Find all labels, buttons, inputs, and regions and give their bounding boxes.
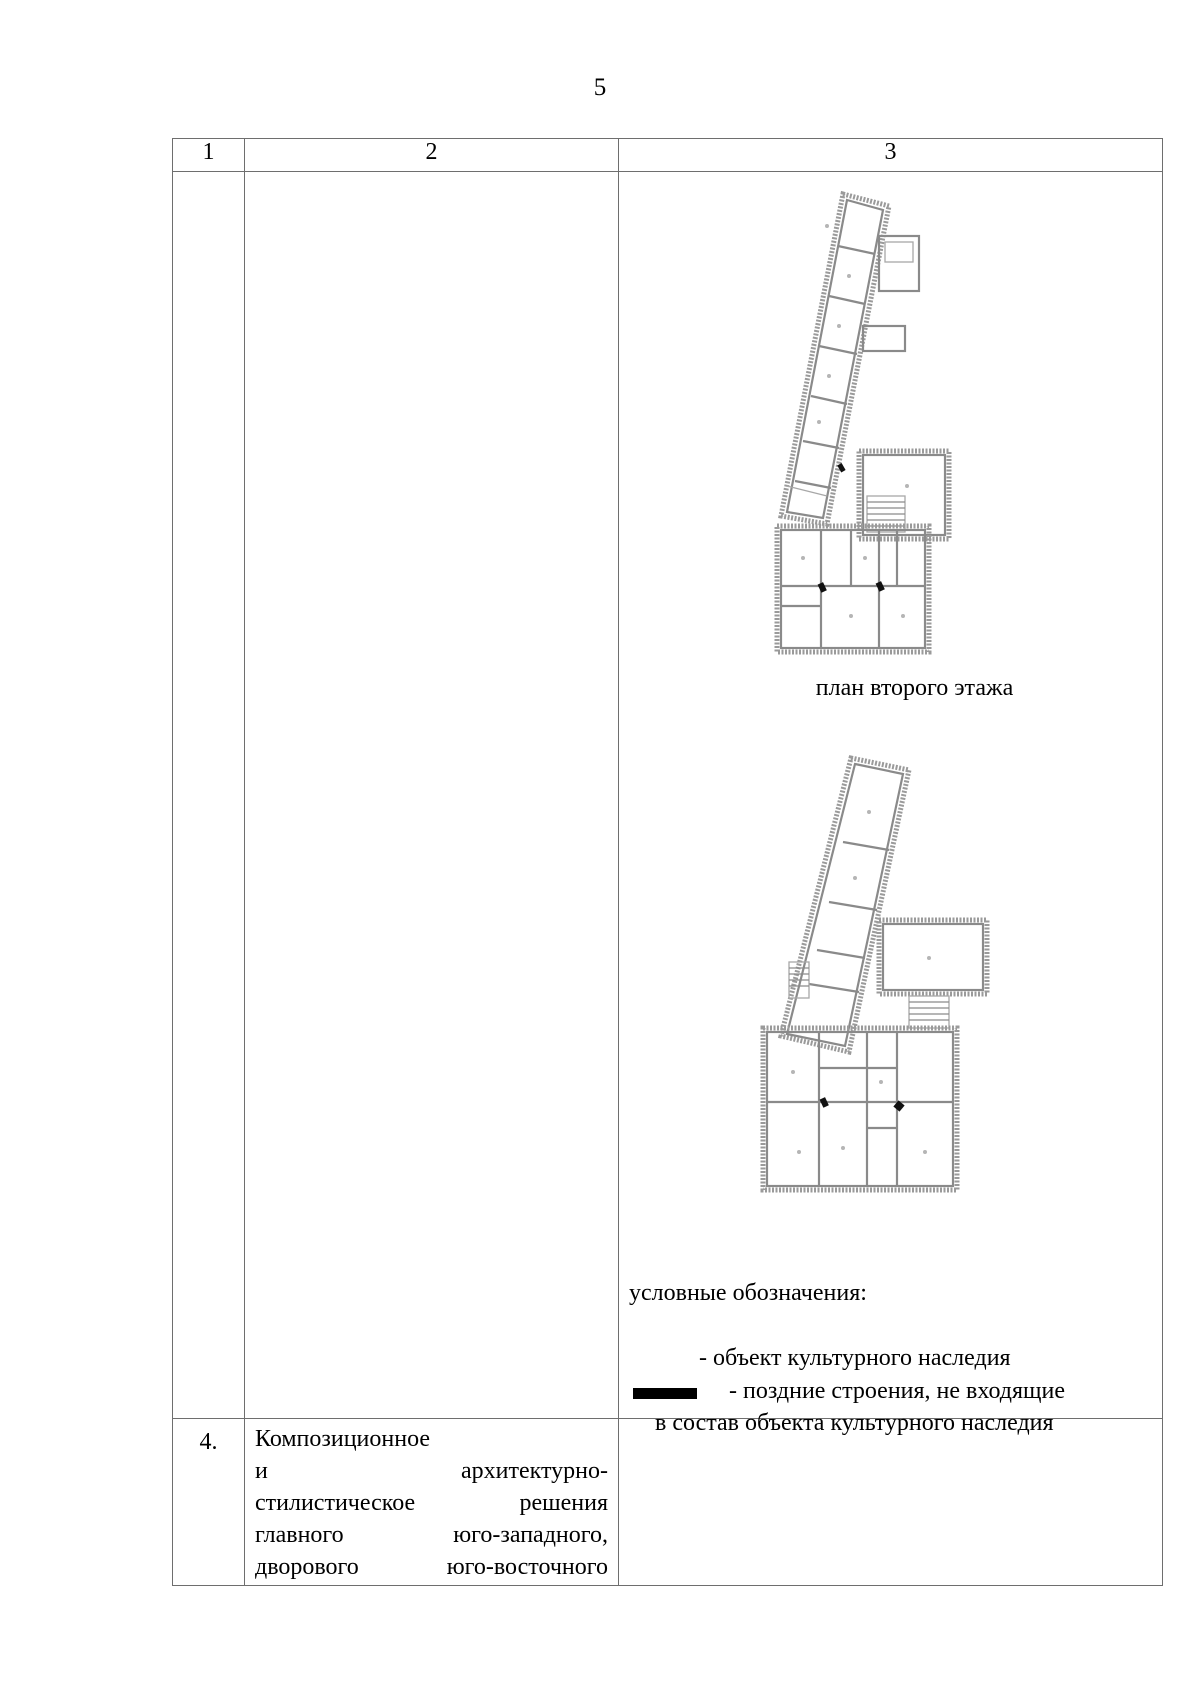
- floor-plan-drawing: [759, 752, 999, 1222]
- legend-item-heritage: - объект культурного наследия: [699, 1345, 1011, 1371]
- plans-row-number-cell: [173, 172, 245, 1419]
- row-4-text-line: дворового юго-восточного: [255, 1554, 608, 1580]
- table-row-plans: [173, 172, 1163, 1419]
- plans-row-description-cell: [245, 172, 619, 1419]
- header-col-3: 3: [619, 139, 1163, 172]
- row-4-text-line: и архитектурно-: [255, 1458, 608, 1484]
- row-4-number: 4.: [173, 1419, 245, 1586]
- document-table: [172, 138, 1163, 1586]
- row-4-text-line: стилистическое решения: [255, 1490, 608, 1516]
- header-col-2: 2: [245, 139, 619, 172]
- plans-cell: [619, 172, 1163, 1436]
- legend-item-later-line2: в состав объекта культурного наследия: [655, 1410, 1054, 1436]
- row-4-content-cell: [619, 1419, 1163, 1586]
- row-4-description: [245, 1419, 619, 1586]
- table-header-row: [173, 139, 1163, 172]
- legend-item-later-line1: - поздние строения, не входящие: [729, 1378, 1065, 1404]
- second-floor-plan-caption: план второго этажа: [815, 675, 1014, 701]
- second-floor-plan-drawing: [767, 186, 967, 666]
- table-row-4: [173, 1419, 1163, 1586]
- row-4-text-line: Композиционное: [255, 1426, 431, 1452]
- legend-title: условные обозначения:: [629, 1280, 867, 1306]
- page-number: 5: [593, 74, 607, 101]
- header-col-1: 1: [173, 139, 245, 172]
- legend-later-buildings-swatch: [633, 1388, 697, 1399]
- row-4-text-line: главного юго-западного,: [255, 1522, 608, 1548]
